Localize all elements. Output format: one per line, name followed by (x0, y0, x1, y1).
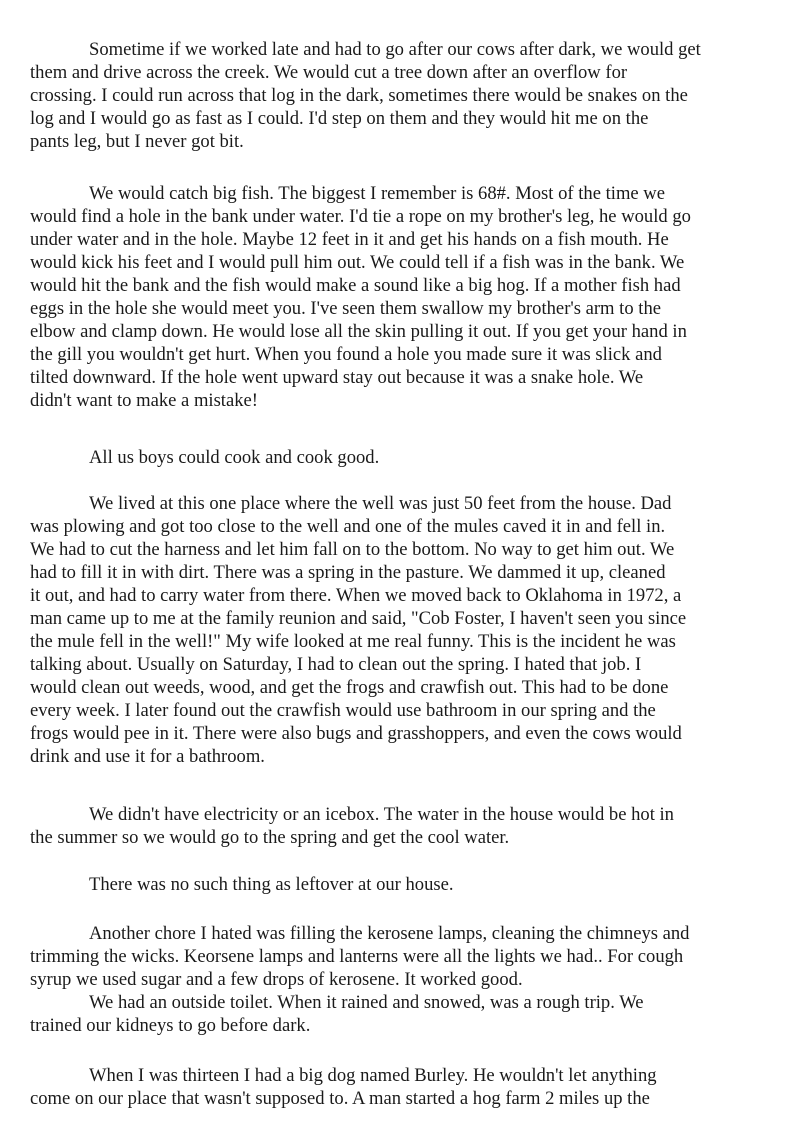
text-line: would hit the bank and the fish would make a sound like a big hog. If a mother fish had (30, 275, 681, 296)
text-line: Sometime if we worked late and had to go after our cows after dark, we would get (89, 39, 701, 60)
text-line: talking about. Usually on Saturday, I had to clean out the spring. I hated that job. I (30, 654, 642, 675)
paragraph-cows-creek (30, 38, 775, 153)
text-line: trimming the wicks. Keorsene lamps and lanterns were all the lights we had.. For cough (30, 946, 684, 967)
paragraph-well-mule (30, 492, 775, 768)
paragraph-big-fish (30, 182, 775, 412)
text-line: under water and in the hole. Maybe 12 feet in it and get his hands on a fish mouth. He (30, 229, 669, 250)
text-line: would find a hole in the bank under water. I'd tie a rope on my brother's leg, he would go (30, 206, 691, 227)
text-line: the mule fell in the well!" My wife looked at me real funny. This is the incident he was (30, 631, 676, 652)
text-line: the summer so we would go to the spring and get the cool water. (30, 827, 510, 848)
text-line: trained our kidneys to go before dark. (30, 1015, 311, 1036)
text-line: every week. I later found out the crawfish would use bathroom in our spring and the (30, 700, 656, 721)
text-line: it out, and had to carry water from there. When we moved back to Oklahoma in 1972, a (30, 585, 682, 606)
text-line: We didn't have electricity or an icebox. The water in the house would be hot in (89, 804, 674, 825)
text-line: We would catch big fish. The biggest I remember is 68#. Most of the time we (89, 183, 665, 204)
paragraph-leftover (30, 873, 775, 896)
paragraph-kerosene (30, 922, 775, 1037)
text-line: didn't want to make a mistake! (30, 390, 258, 411)
text-line: When I was thirteen I had a big dog named Burley. He wouldn't let anything (89, 1065, 657, 1086)
text-line: man came up to me at the family reunion and said, "Cob Foster, I haven't seen you since (30, 608, 687, 629)
text-line: tilted downward. If the hole went upward stay out because it was a snake hole. We (30, 367, 644, 388)
text-line: syrup we used sugar and a few drops of kerosene. It worked good. (30, 969, 523, 990)
text-line: log and I would go as fast as I could. I'd step on them and they would hit me on the (30, 108, 649, 129)
text-line: All us boys could cook and cook good. (89, 447, 380, 468)
text-line: frogs would pee in it. There were also bugs and grasshoppers, and even the cows would (30, 723, 682, 744)
text-line: pants leg, but I never got bit. (30, 131, 244, 152)
text-line: would clean out weeds, wood, and get the frogs and crawfish out. This had to be done (30, 677, 669, 698)
paragraph-icebox (30, 803, 775, 849)
text-line: drink and use it for a bathroom. (30, 746, 265, 767)
text-line: eggs in the hole she would meet you. I've seen them swallow my brother's arm to the (30, 298, 661, 319)
text-line: Another chore I hated was filling the kerosene lamps, cleaning the chimneys and (89, 923, 690, 944)
paragraph-cook-good (30, 446, 775, 469)
text-line: come on our place that wasn't supposed to. A man started a hog farm 2 miles up the (30, 1088, 650, 1109)
text-line: had to fill it in with dirt. There was a spring in the pasture. We dammed it up, cleaned (30, 562, 666, 583)
paragraph-burley (30, 1064, 775, 1110)
text-line: the gill you wouldn't get hurt. When you found a hole you made sure it was slick and (30, 344, 662, 365)
text-line: We had an outside toilet. When it rained and snowed, was a rough trip. We (89, 992, 644, 1013)
text-line: There was no such thing as leftover at our house. (89, 874, 454, 895)
text-line: elbow and clamp down. He would lose all the skin pulling it out. If you get your hand in (30, 321, 687, 342)
text-line: We lived at this one place where the well was just 50 feet from the house. Dad (89, 493, 672, 514)
text-line: was plowing and got too close to the well and one of the mules caved it in and fell in. (30, 516, 666, 537)
text-line: them and drive across the creek. We would cut a tree down after an overflow for (30, 62, 628, 83)
text-line: would kick his feet and I would pull him out. We could tell if a fish was in the bank. We (30, 252, 685, 273)
text-line: We had to cut the harness and let him fall on to the bottom. No way to get him out. We (30, 539, 675, 560)
text-line: crossing. I could run across that log in the dark, sometimes there would be snakes on the (30, 85, 688, 106)
